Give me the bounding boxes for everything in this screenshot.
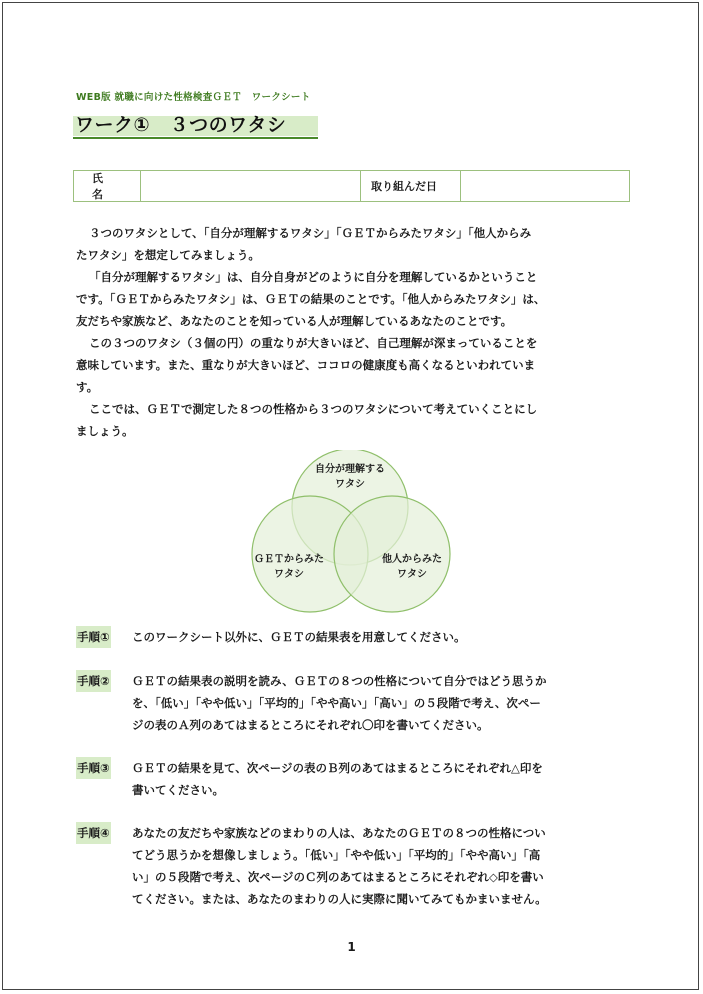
step-text: ＧＥＴの結果表の説明を読み、ＧＥＴの８つの性格について自分ではどう思うか を、「低い」「やや低い」「平均的」「やや高い」「高い」の５段階で考え、次ペー ジの表のＡ列のあてはまるところにそれぞれ〇印を書いてください。	[132, 674, 547, 732]
page-title: ワーク① ３つのワタシ	[75, 114, 287, 136]
venn-label-others: 他人からみた ワタシ	[382, 554, 442, 580]
venn-label-get: ＧＥＴからみた ワタシ	[254, 554, 324, 580]
page-number: 1	[347, 940, 356, 954]
title-block	[73, 110, 318, 138]
step-text: ＧＥＴの結果を見て、次ページの表のＢ列のあてはまるところにそれぞれ△印を 書いてください。	[132, 761, 543, 797]
step-label: 手順①	[76, 626, 111, 648]
intro-paragraph: ここでは、ＧＥＴで測定した８つの性格から３つのワタシについて考えていくことにし ましょう。	[76, 402, 538, 438]
step-3	[76, 757, 636, 801]
name-field[interactable]	[141, 171, 361, 201]
worksheet-header-label: WEB版 就職に向けた性格検査ＧＥＴ ワークシート	[76, 92, 311, 103]
title-underline	[73, 137, 318, 139]
date-field[interactable]	[461, 171, 629, 201]
step-label: 手順②	[76, 670, 111, 692]
intro-paragraph: ３つのワタシとして、「自分が理解するワタシ」「ＧＥＴからみたワタシ」「他人からみ たワタシ」を想定してみましょう。	[76, 226, 532, 262]
intro-paragraph: この３つのワタシ（３個の円）の重なりが大きいほど、自己理解が深まっていることを 意味しています。また、重なりが大きいほど、ココロの健康度も高くなるといわれていま す。	[76, 336, 538, 394]
venn-diagram	[240, 450, 470, 615]
intro-text	[76, 222, 636, 442]
step-4	[76, 822, 636, 910]
step-text: あなたの友だちや家族などのまわりの人は、あなたのＧＥＴの８つの性格につい てどう思うかを想像しましょう。「低い」「やや低い」「平均的」「やや高い」「高 い」の５段階で考え、次ページのＣ列のあてはまるところにそれぞれ◇印を書い てください。または、あなたのまわりの人に実際に聞いてみてもかまいません。	[132, 826, 547, 906]
info-table	[73, 170, 630, 202]
venn-label-self: 自分が理解する ワタシ	[315, 464, 385, 490]
step-label: 手順④	[76, 822, 111, 844]
intro-paragraph: 「自分が理解するワタシ」は、自分自身がどのように自分を理解しているかということ です。「ＧＥＴからみたワタシ」は、ＧＥＴの結果のことです。「他人からみたワタシ」は、 友だちや家族など、あなたのことを知っている人が理解しているあなたのことです。	[76, 270, 546, 328]
date-label: 取り組んだ日	[361, 171, 461, 201]
step-label: 手順③	[76, 757, 111, 779]
name-label: 氏名	[74, 171, 141, 201]
step-2	[76, 670, 636, 736]
step-1	[76, 626, 636, 648]
step-text: このワークシート以外に、ＧＥＴの結果表を用意してください。	[132, 630, 466, 644]
